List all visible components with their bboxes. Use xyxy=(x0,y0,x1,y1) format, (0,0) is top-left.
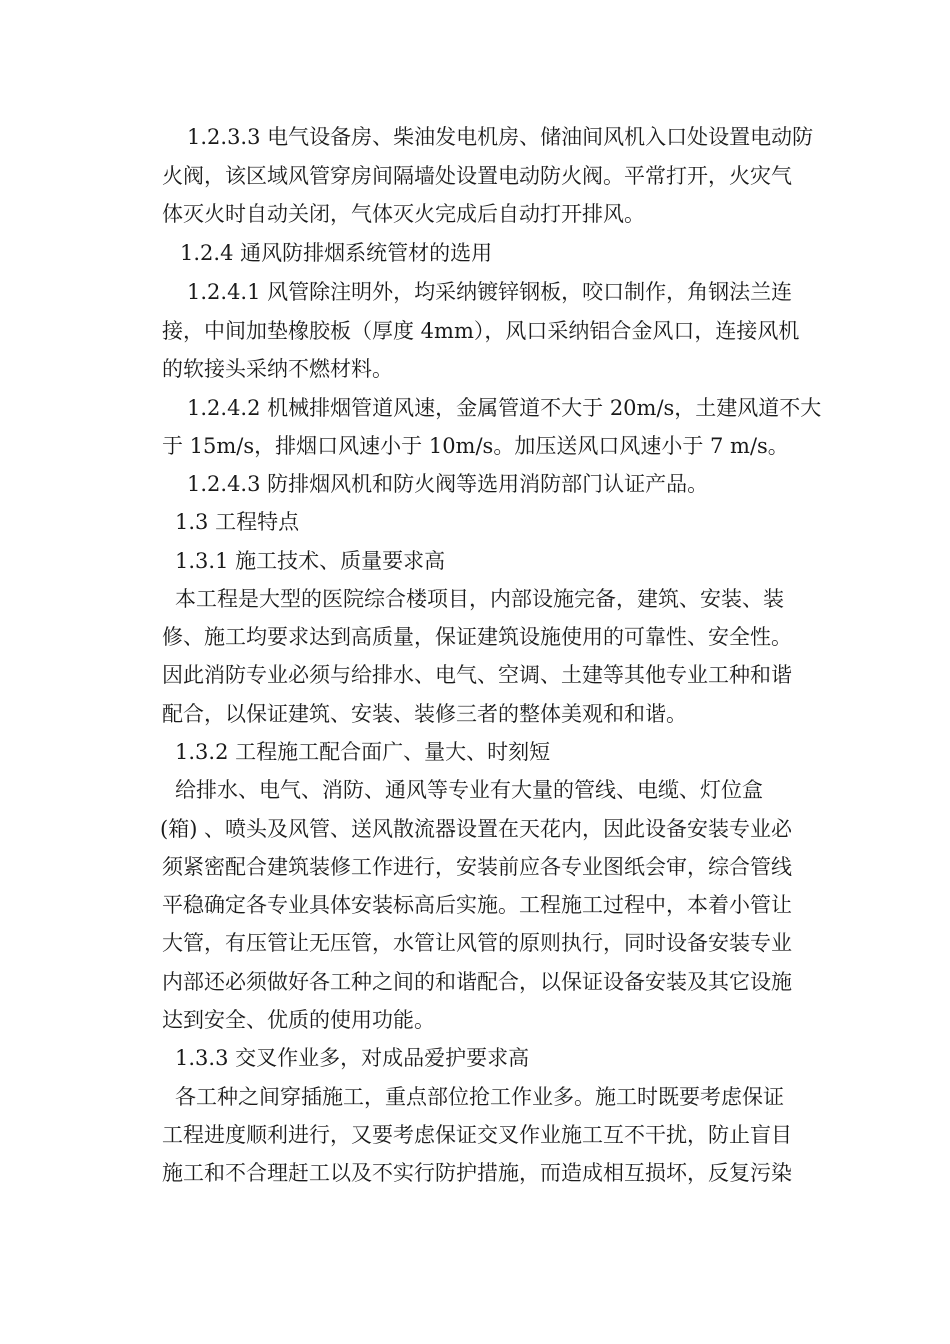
paragraph-1-2-4-1-line-1: 1.2.4.1 风管除注明外，均采纳镀锌钢板，咬口制作，角钢法兰连 xyxy=(187,280,793,304)
paragraph-1-3-1-line-1: 本工程是大型的医院综合楼项目，内部设施完备，建筑、安装、装 xyxy=(175,587,784,611)
paragraph-1-3-2-line-1: 给排水、电气、消防、通风等专业有大量的管线、电缆、灯位盒 xyxy=(175,778,763,802)
paragraph-1-2-4-1-line-2: 接，中间加垫橡胶板（厚度 4mm），风口采纳铝合金风口，连接风机 xyxy=(162,319,800,343)
paragraph-1-3-3-line-3: 施工和不合理赶工以及不实行防护措施，而造成相互损坏，反复污染 xyxy=(162,1161,792,1185)
paragraph-1-3-1-line-4: 配合，以保证建筑、安装、装修三者的整体美观和和谐。 xyxy=(162,702,687,726)
heading-1-3-2: 1.3.2 工程施工配合面广、量大、时刻短 xyxy=(175,740,551,764)
paragraph-1-2-4-2-line-2: 于 15m/s，排烟口风速小于 10m/s。加压送风口风速小于 7 m/s。 xyxy=(162,434,789,458)
paragraph-1-3-2-line-3: 须紧密配合建筑装修工作进行，安装前应各专业图纸会审，综合管线 xyxy=(162,855,792,879)
heading-1-2-4: 1.2.4 通风防排烟系统管材的选用 xyxy=(180,241,493,265)
paragraph-1-2-3-3-line-3: 体灭火时自动关闭，气体灭火完成后自动打开排风。 xyxy=(162,202,645,226)
paragraph-1-2-3-3-line-2: 火阀，该区域风管穿房间隔墙处设置电动防火阀。平常打开，火灾气 xyxy=(162,164,792,188)
paragraph-1-2-4-3: 1.2.4.3 防排烟风机和防火阀等选用消防部门认证产品。 xyxy=(187,472,709,496)
heading-1-3-3: 1.3.3 交叉作业多，对成品爱护要求高 xyxy=(175,1046,530,1070)
heading-1-3: 1.3 工程特点 xyxy=(175,510,300,534)
paragraph-1-3-2-line-6: 内部还必须做好各工种之间的和谐配合，以保证设备安装及其它设施 xyxy=(162,970,792,994)
paragraph-1-3-3-line-1: 各工种之间穿插施工，重点部位抢工作业多。施工时既要考虑保证 xyxy=(175,1085,784,1109)
paragraph-1-2-3-3-line-1: 1.2.3.3 电气设备房、柴油发电机房、储油间风机入口处设置电动防 xyxy=(187,125,814,149)
paragraph-1-3-1-line-2: 修、施工均要求达到高质量，保证建筑设施使用的可靠性、安全性。 xyxy=(162,625,792,649)
paragraph-1-3-2-line-4: 平稳确定各专业具体安装标高后实施。工程施工过程中，本着小管让 xyxy=(162,893,792,917)
paragraph-1-3-2-line-2: (箱) 、喷头及风管、送风散流器设置在天花内，因此设备安装专业必 xyxy=(160,817,793,841)
paragraph-1-3-3-line-2: 工程进度顺利进行，又要考虑保证交叉作业施工互不干扰，防止盲目 xyxy=(162,1123,792,1147)
paragraph-1-2-4-1-line-3: 的软接头采纳不燃材料。 xyxy=(162,357,393,381)
paragraph-1-3-2-line-7: 达到安全、优质的使用功能。 xyxy=(162,1008,435,1032)
paragraph-1-3-2-line-5: 大管，有压管让无压管，水管让风管的原则执行，同时设备安装专业 xyxy=(162,931,792,955)
paragraph-1-2-4-2-line-1: 1.2.4.2 机械排烟管道风速，金属管道不大于 20m/s，土建风道不大 xyxy=(187,396,822,420)
heading-1-3-1: 1.3.1 施工技术、质量要求高 xyxy=(175,549,446,573)
paragraph-1-3-1-line-3: 因此消防专业必须与给排水、电气、空调、土建等其他专业工种和谐 xyxy=(162,663,792,687)
